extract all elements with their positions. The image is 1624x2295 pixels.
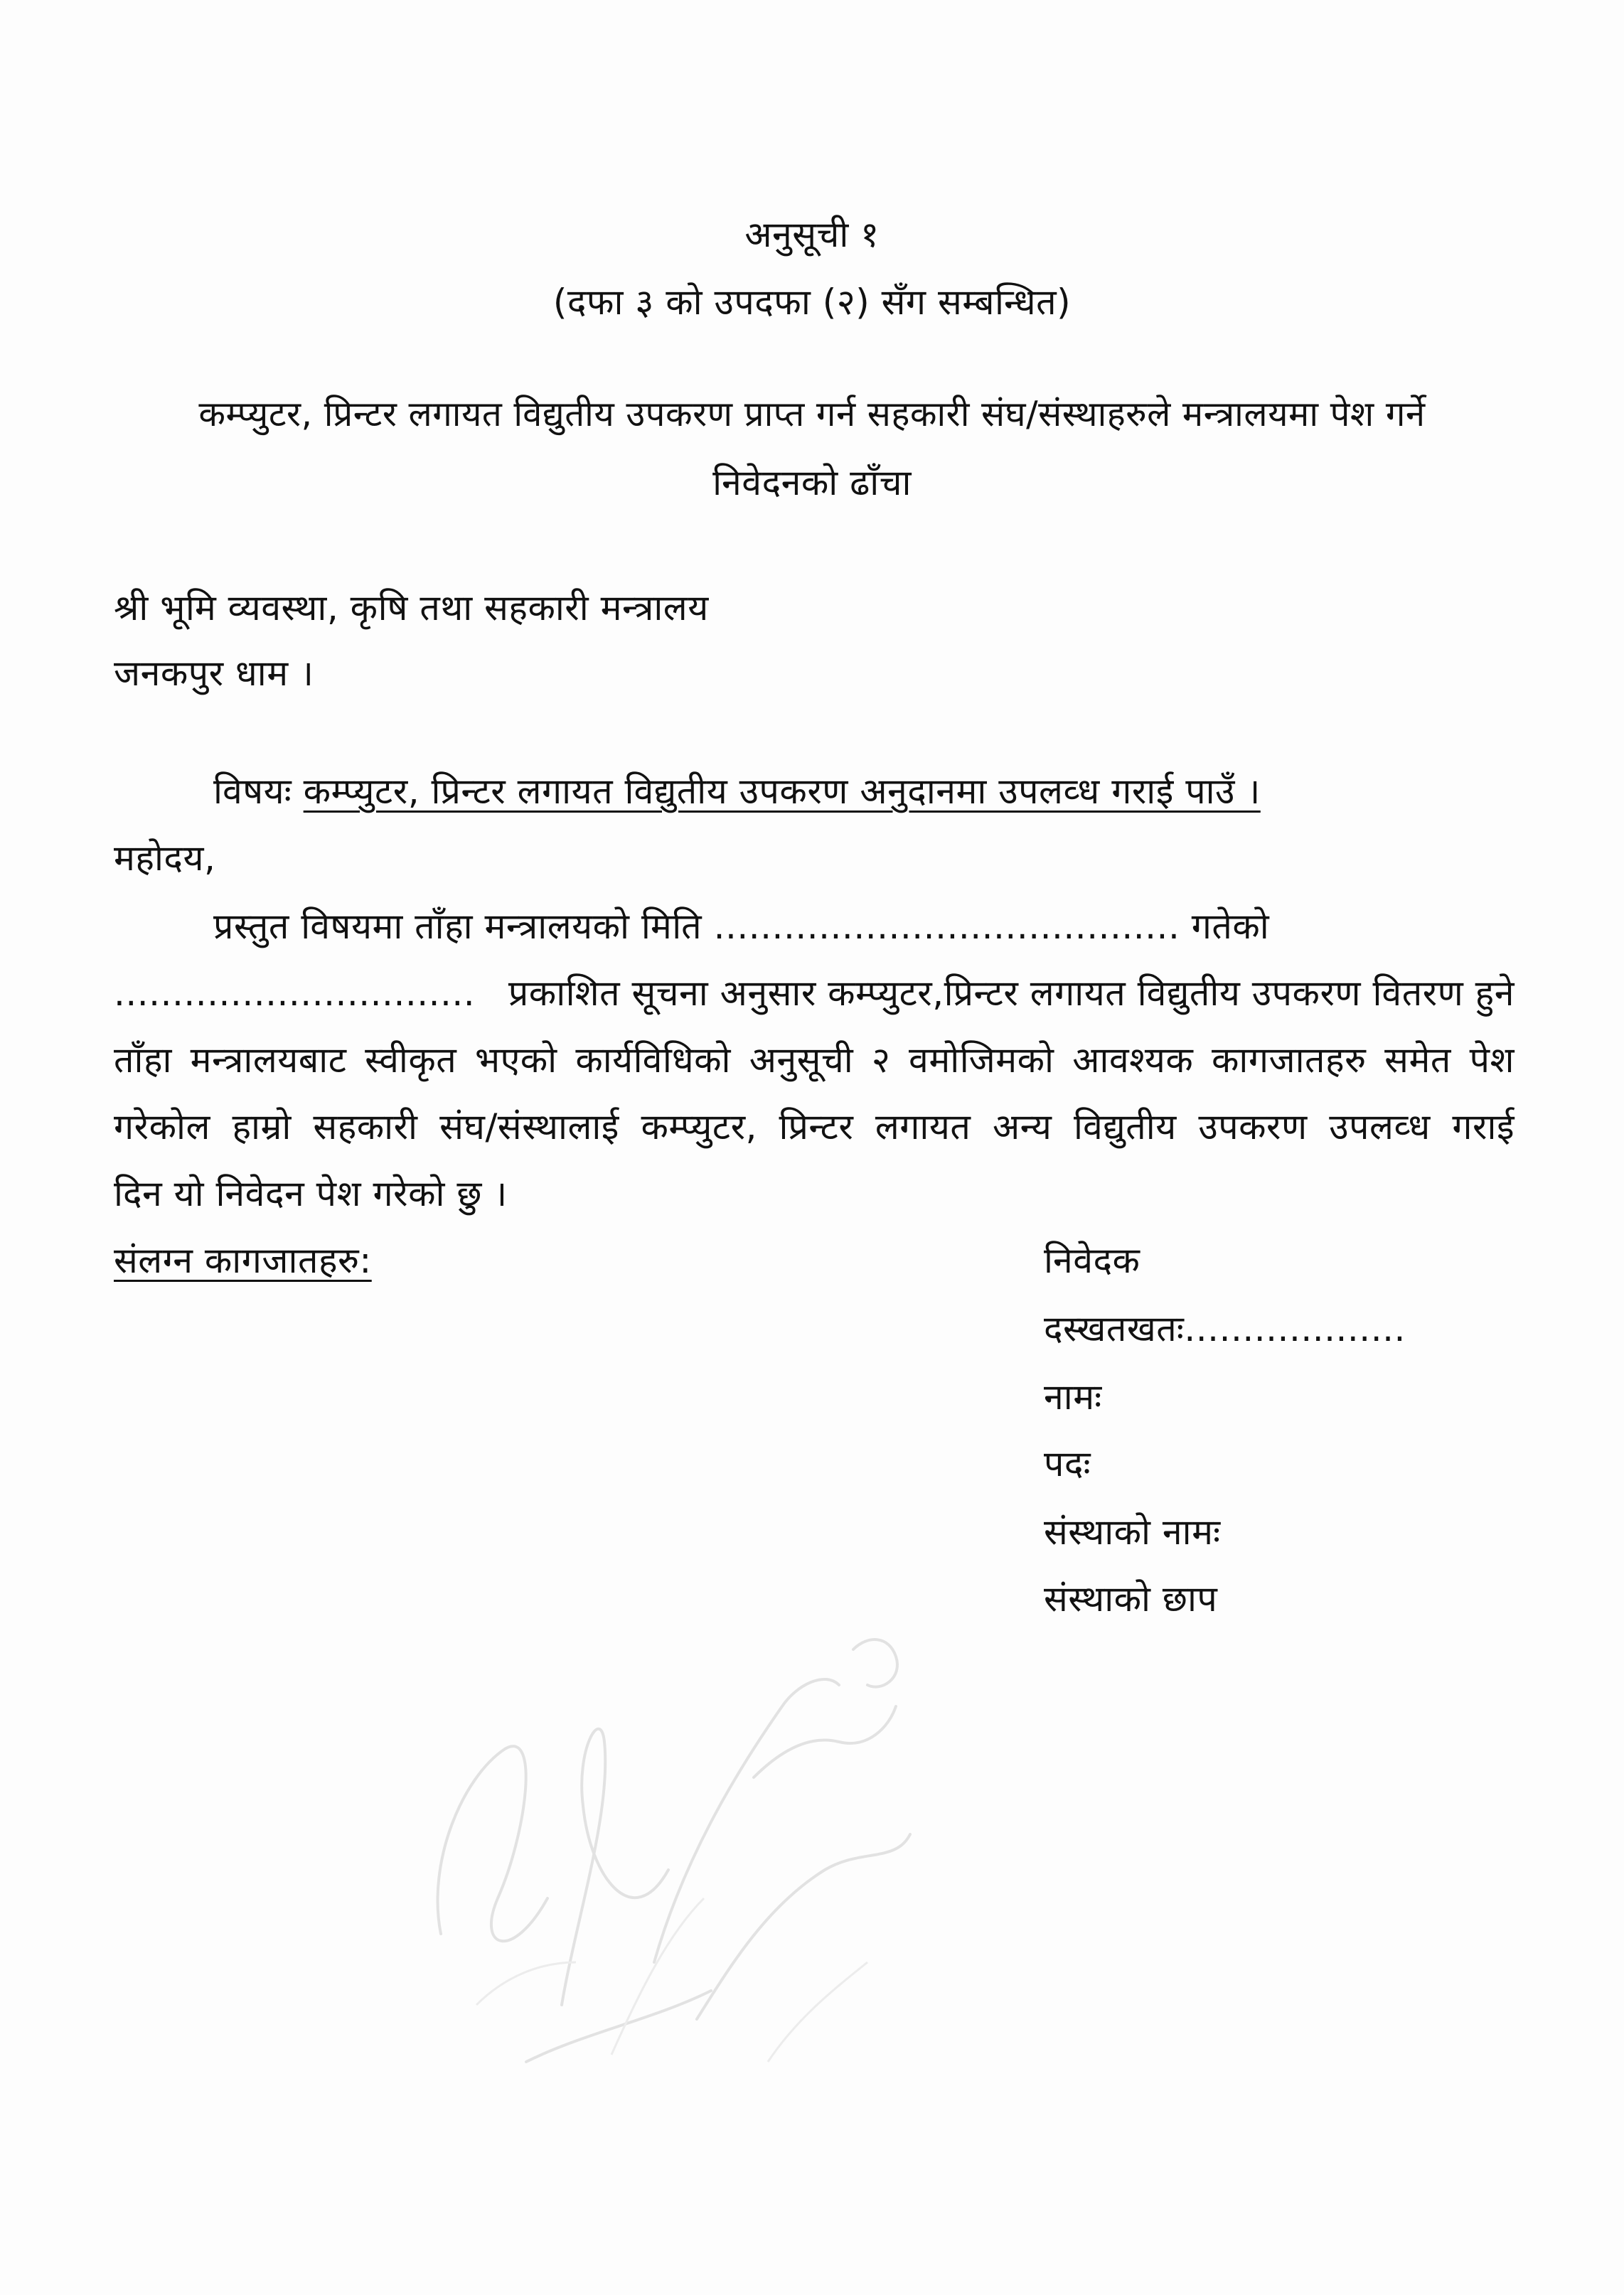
subject-text: कम्प्युटर, प्रिन्टर लगायत विद्युतीय उपकरण अनुदानमा उपलव्ध गराई पाउँ । (303, 771, 1261, 812)
subject-label: विषयः (213, 771, 292, 812)
attachments-label: संलग्न कागजातहरु: (114, 1240, 372, 1281)
addressee-line1: श्री भूमि व्यवस्था, कृषि तथा सहकारी मन्त्रालय (114, 587, 709, 628)
form-title-line1: कम्प्युटर, प्रिन्टर लगायत विद्युतीय उपकरण प्राप्त गर्न सहकारी संघ/संस्थाहरुले मन्त्रालयमा पेश गर्ने (198, 394, 1426, 434)
body-line4: गरेकोल हाम्रो सहकारी संघ/संस्थालाई कम्प्युटर, प्रिन्टर लगायत अन्य विद्युतीय उपकरण उपलव्ध गराई (114, 1106, 1515, 1148)
org-name-field: संस्थाको नामः (1044, 1512, 1221, 1553)
name-field: नामः (1044, 1376, 1102, 1418)
body-line3: ताँहा मन्त्रालयबाट स्वीकृत भएको कार्यविधिको अनुसूची २ वमोजिमको आवश्यक कागजातहरु समेत पेश (114, 1039, 1515, 1081)
body-line5: दिन यो निवेदन पेश गरेको छु । (114, 1173, 508, 1214)
post-field: पदः (1044, 1443, 1091, 1484)
body-line1-start: प्रस्तुत विषयमा ताँहा मन्त्रालयको मिति (213, 906, 703, 947)
body-line1 (213, 902, 1269, 951)
faint-stamp-signature-impression (398, 1564, 1024, 2104)
form-title-line2: निवेदनको ढाँचा (712, 462, 912, 503)
date-blank: ........................................ (713, 906, 1180, 947)
schedule-title: अनुसूची १ (744, 214, 880, 255)
body-line2-text: प्रकाशित सूचना अनुसार कम्प्युटर,प्रिन्टर लगायत विद्युतीय उपकरण वितरण हुने (508, 973, 1515, 1014)
body-line1-end: गतेको (1191, 906, 1270, 947)
reference-blank: ............................... (114, 973, 476, 1014)
body-line2 (114, 968, 1515, 1018)
addressee-line2: जनकपुर धाम । (114, 653, 314, 694)
subject-line (213, 766, 1261, 816)
org-stamp-field: संस्थाको छाप (1044, 1578, 1218, 1620)
salutation: महोदय, (114, 838, 216, 879)
signature-field: दस्खतखतः................... (1044, 1308, 1406, 1349)
schedule-subtitle: (दफा ३ को उपदफा (२) सँग सम्बन्धित) (552, 282, 1072, 323)
applicant-title: निवेदक (1044, 1240, 1140, 1281)
